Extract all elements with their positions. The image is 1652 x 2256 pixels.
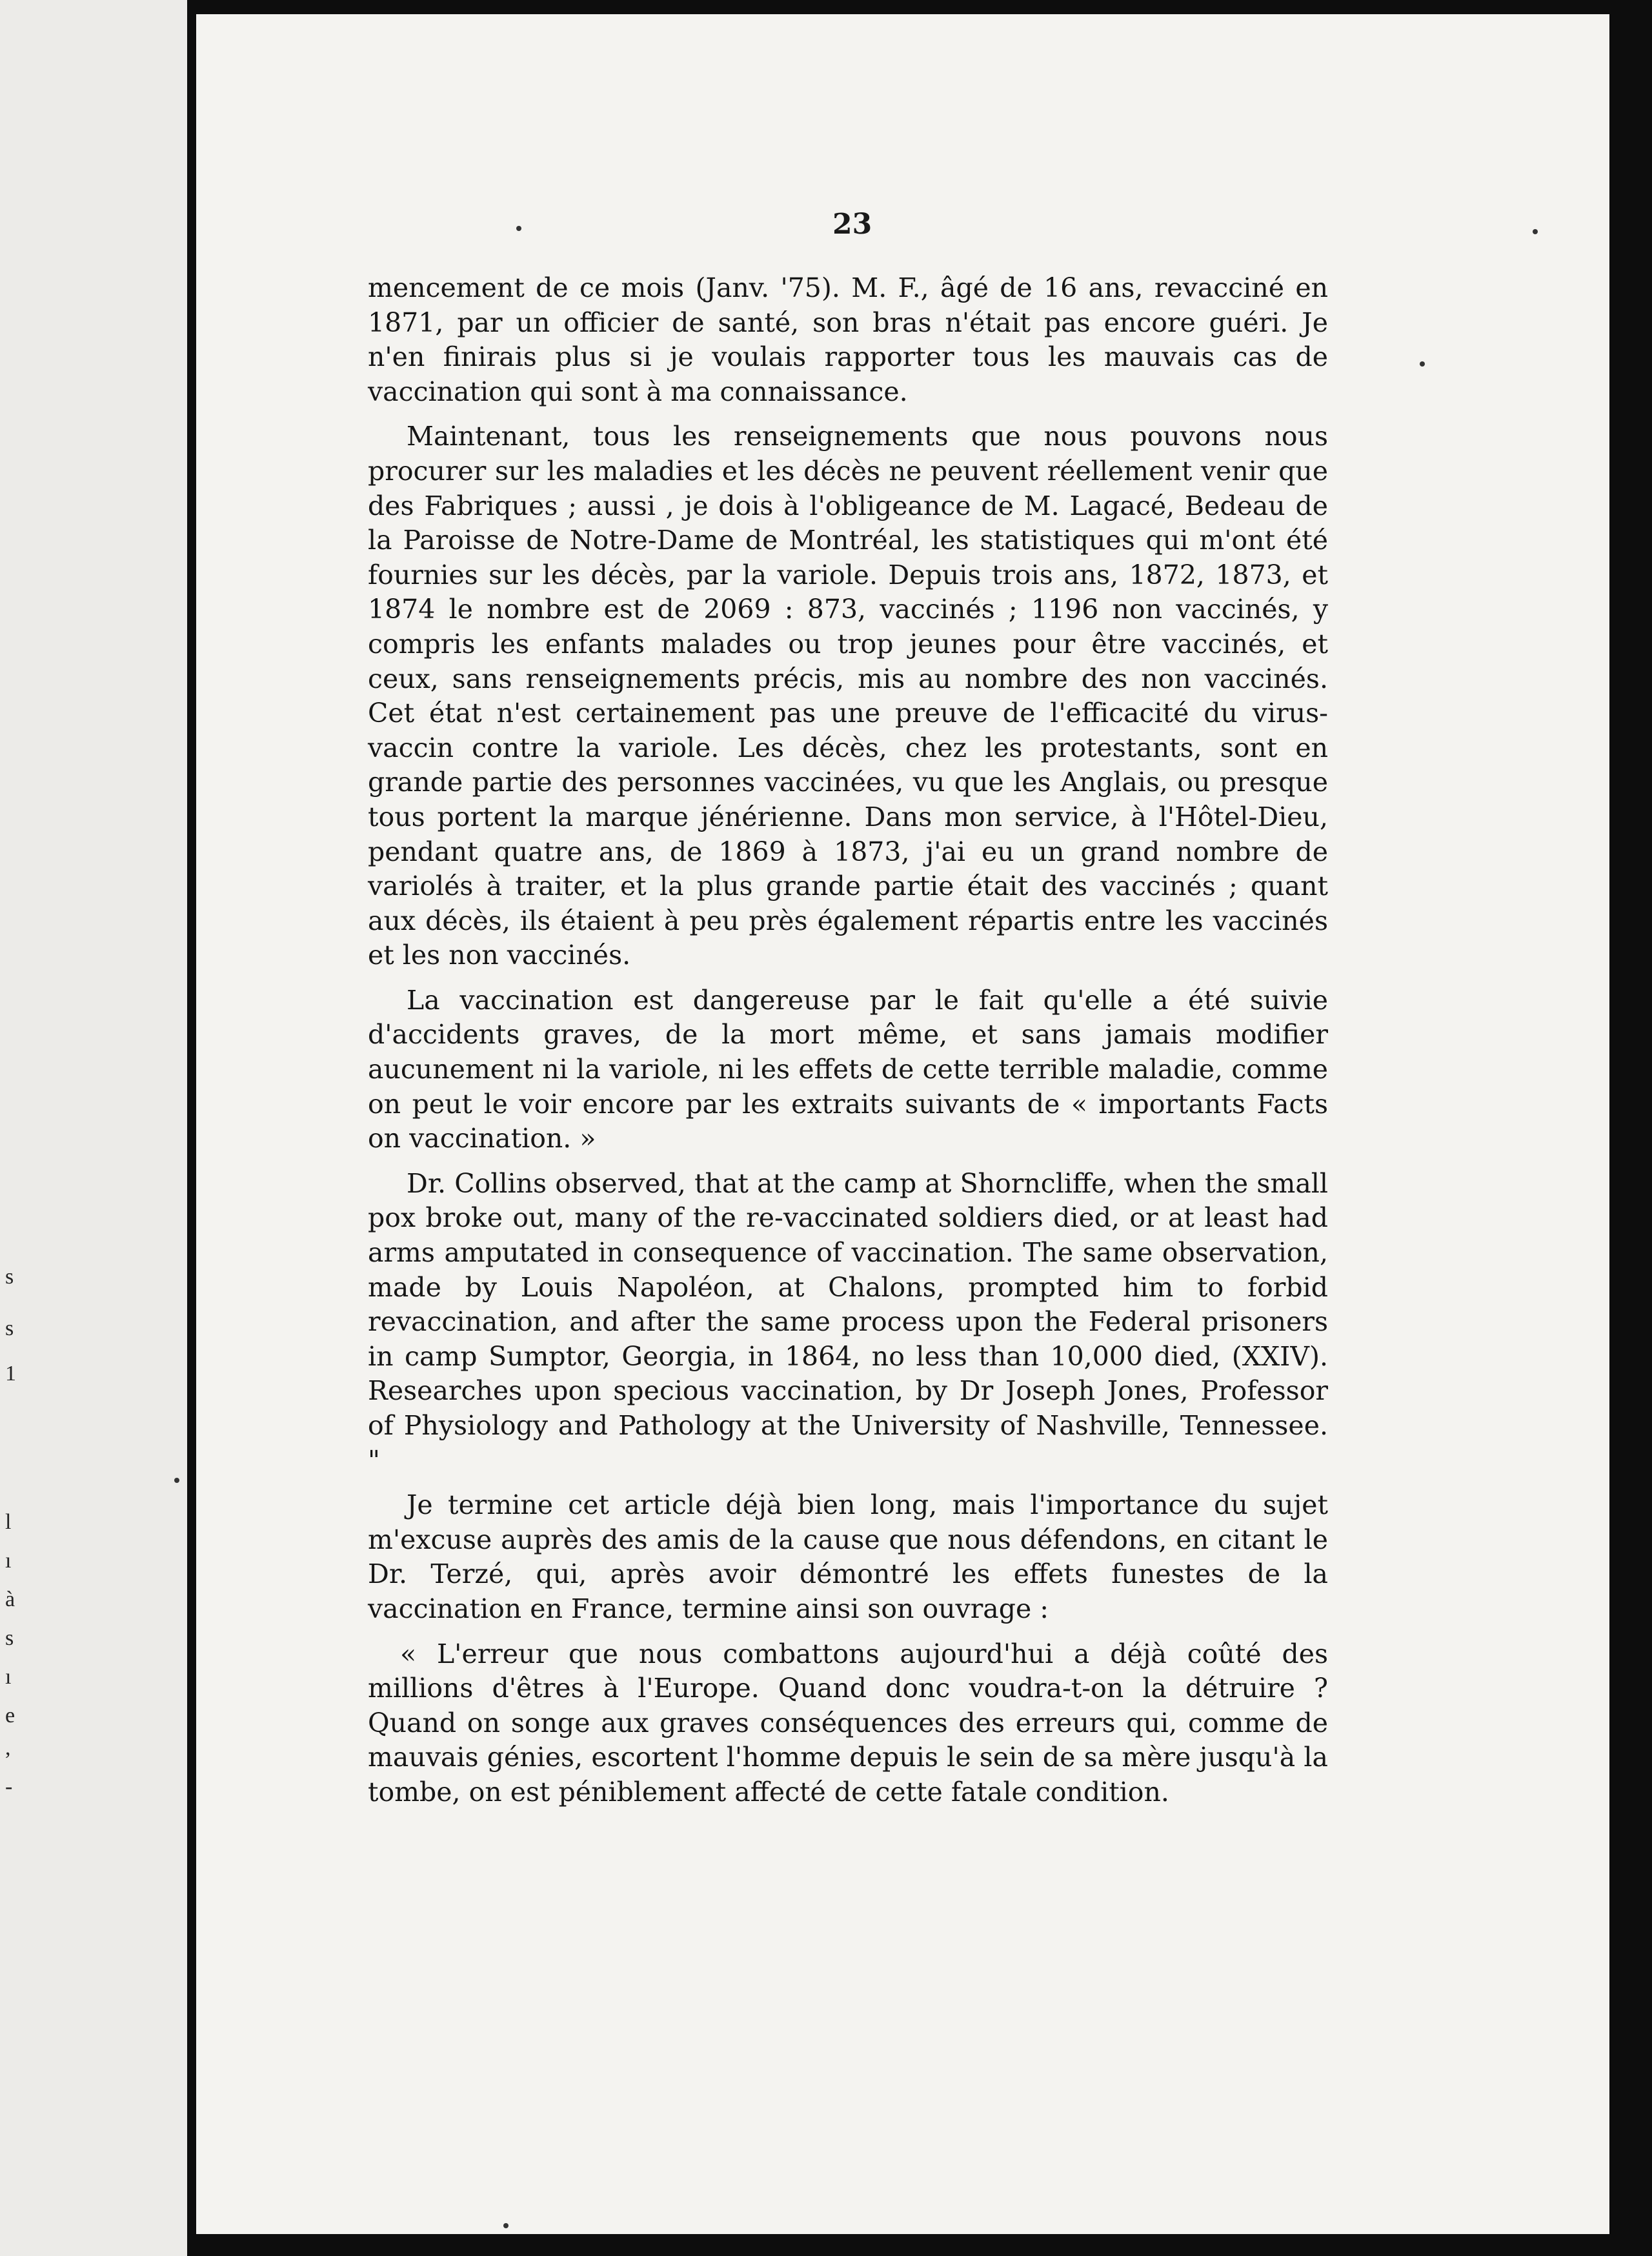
page-body [368,271,1328,1820]
margin-mark: , [5,1736,11,1760]
margin-mark: ı [5,1549,12,1573]
book-gutter [187,0,196,2256]
margin-mark: à [5,1587,15,1611]
margin-mark: s [5,1265,14,1289]
page-number: 23 [832,208,872,241]
quoted-paragraph: Dr. Collins observed, that at the camp at Shorncliffe, when the small pox broke out, many of the re-vaccinated soldiers died, or at least had arms amputated in consequence of vaccination. The same observation, made by Louis Napoléon, at Chalons, prompted him to forbid revaccination, and after the same process upon the Federal prisoners in camp Sumptor, Georgia, in 1864, no less than 10,000 died, (XXIV). Researches upon specious vaccination, by Dr Joseph Jones, Professor of Physiology and Pathology at the University of Nashville, Tennessee. " [368,1167,1328,1476]
margin-mark: ı [5,1665,12,1689]
margin-mark: s [5,1316,14,1340]
speck [516,226,521,231]
left-facing-page [0,0,187,2256]
speck [174,1478,179,1483]
margin-mark: l [5,1510,12,1534]
scan-border-bottom [187,2234,1652,2256]
scan-border-right [1609,0,1652,2256]
speck [1533,229,1538,234]
paragraph: Je termine cet article déjà bien long, mais l'importance du sujet m'excuse auprès des amis de la cause que nous défendons, en citant le Dr. Terzé, qui, après avoir démontré les effets funestes de la vaccination en France, termine ainsi son ouvrage : [368,1489,1328,1624]
paragraph-continuation: mencement de ce mois (Janv. '75). M. F., âgé de 16 ans, revacciné en 1871, par un officier de santé, son bras n'était pas encore guéri. Je n'en finirais plus si je voulais rapporter tous les mauvais cas de vaccination qui sont à ma connaissance. [368,272,1328,407]
speck [503,2223,509,2228]
paragraph: La vaccination est dangereuse par le fait qu'elle a été suivie d'accidents graves, de la mort même, et sans jamais modifier aucunement ni la variole, ni les effets de cette terrible maladie, comme on peut le voir encore par les extraits suivants de « importants Facts on vaccination. » [368,984,1328,1154]
margin-mark: e [5,1704,15,1727]
paragraph: Maintenant, tous les renseignements que nous pouvons nous procurer sur les maladies et les décès ne peuvent réellement venir que des Fabriques ; aussi , je dois à l'obligeance de M. Lagacé, Bedeau de la Paroisse de Notre-Dame de Montréal, les statistiques qui m'ont été fournies sur les décès, par la variole. Depuis trois ans, 1872, 1873, et 1874 le nombre est de 2069 : 873, vaccinés ; 1196 non vaccinés, y compris les enfants malades ou trop jeunes pour être vaccinés, et ceux, sans renseignements précis, mis au nombre des non vaccinés. Cet état n'est certainement pas une preuve de l'efficacité du virus-vaccin contre la variole. Les décès, chez les protestants, sont en grande partie des personnes vaccinées, vu que les Anglais, ou presque tous portent la marque jénérienne. Dans mon service, à l'Hôtel-Dieu, pendant quatre ans, de 1869 à 1873, j'ai eu un grand nombre de variolés à traiter, et la plus grande partie était des vaccinés ; quant aux décès, ils étaient à peu près également répartis entre les vaccinés et les non vaccinés. [368,421,1328,971]
speck [1420,361,1425,367]
margin-mark: s [5,1626,14,1650]
quoted-paragraph: « L'erreur que nous combattons aujourd'hui a déjà coûté des millions d'êtres à l'Europe. Quand donc voudra-t-on la détruire ? Quand on songe aux graves conséquences des erreurs qui, comme de mauvais génies, escortent l'homme depuis le sein de sa mère jusqu'à la tombe, on est péniblement affecté de cette fatale condition. [368,1638,1328,1808]
margin-mark: - [5,1775,13,1798]
margin-mark: 1 [5,1362,16,1385]
scan-border-top [187,0,1652,14]
